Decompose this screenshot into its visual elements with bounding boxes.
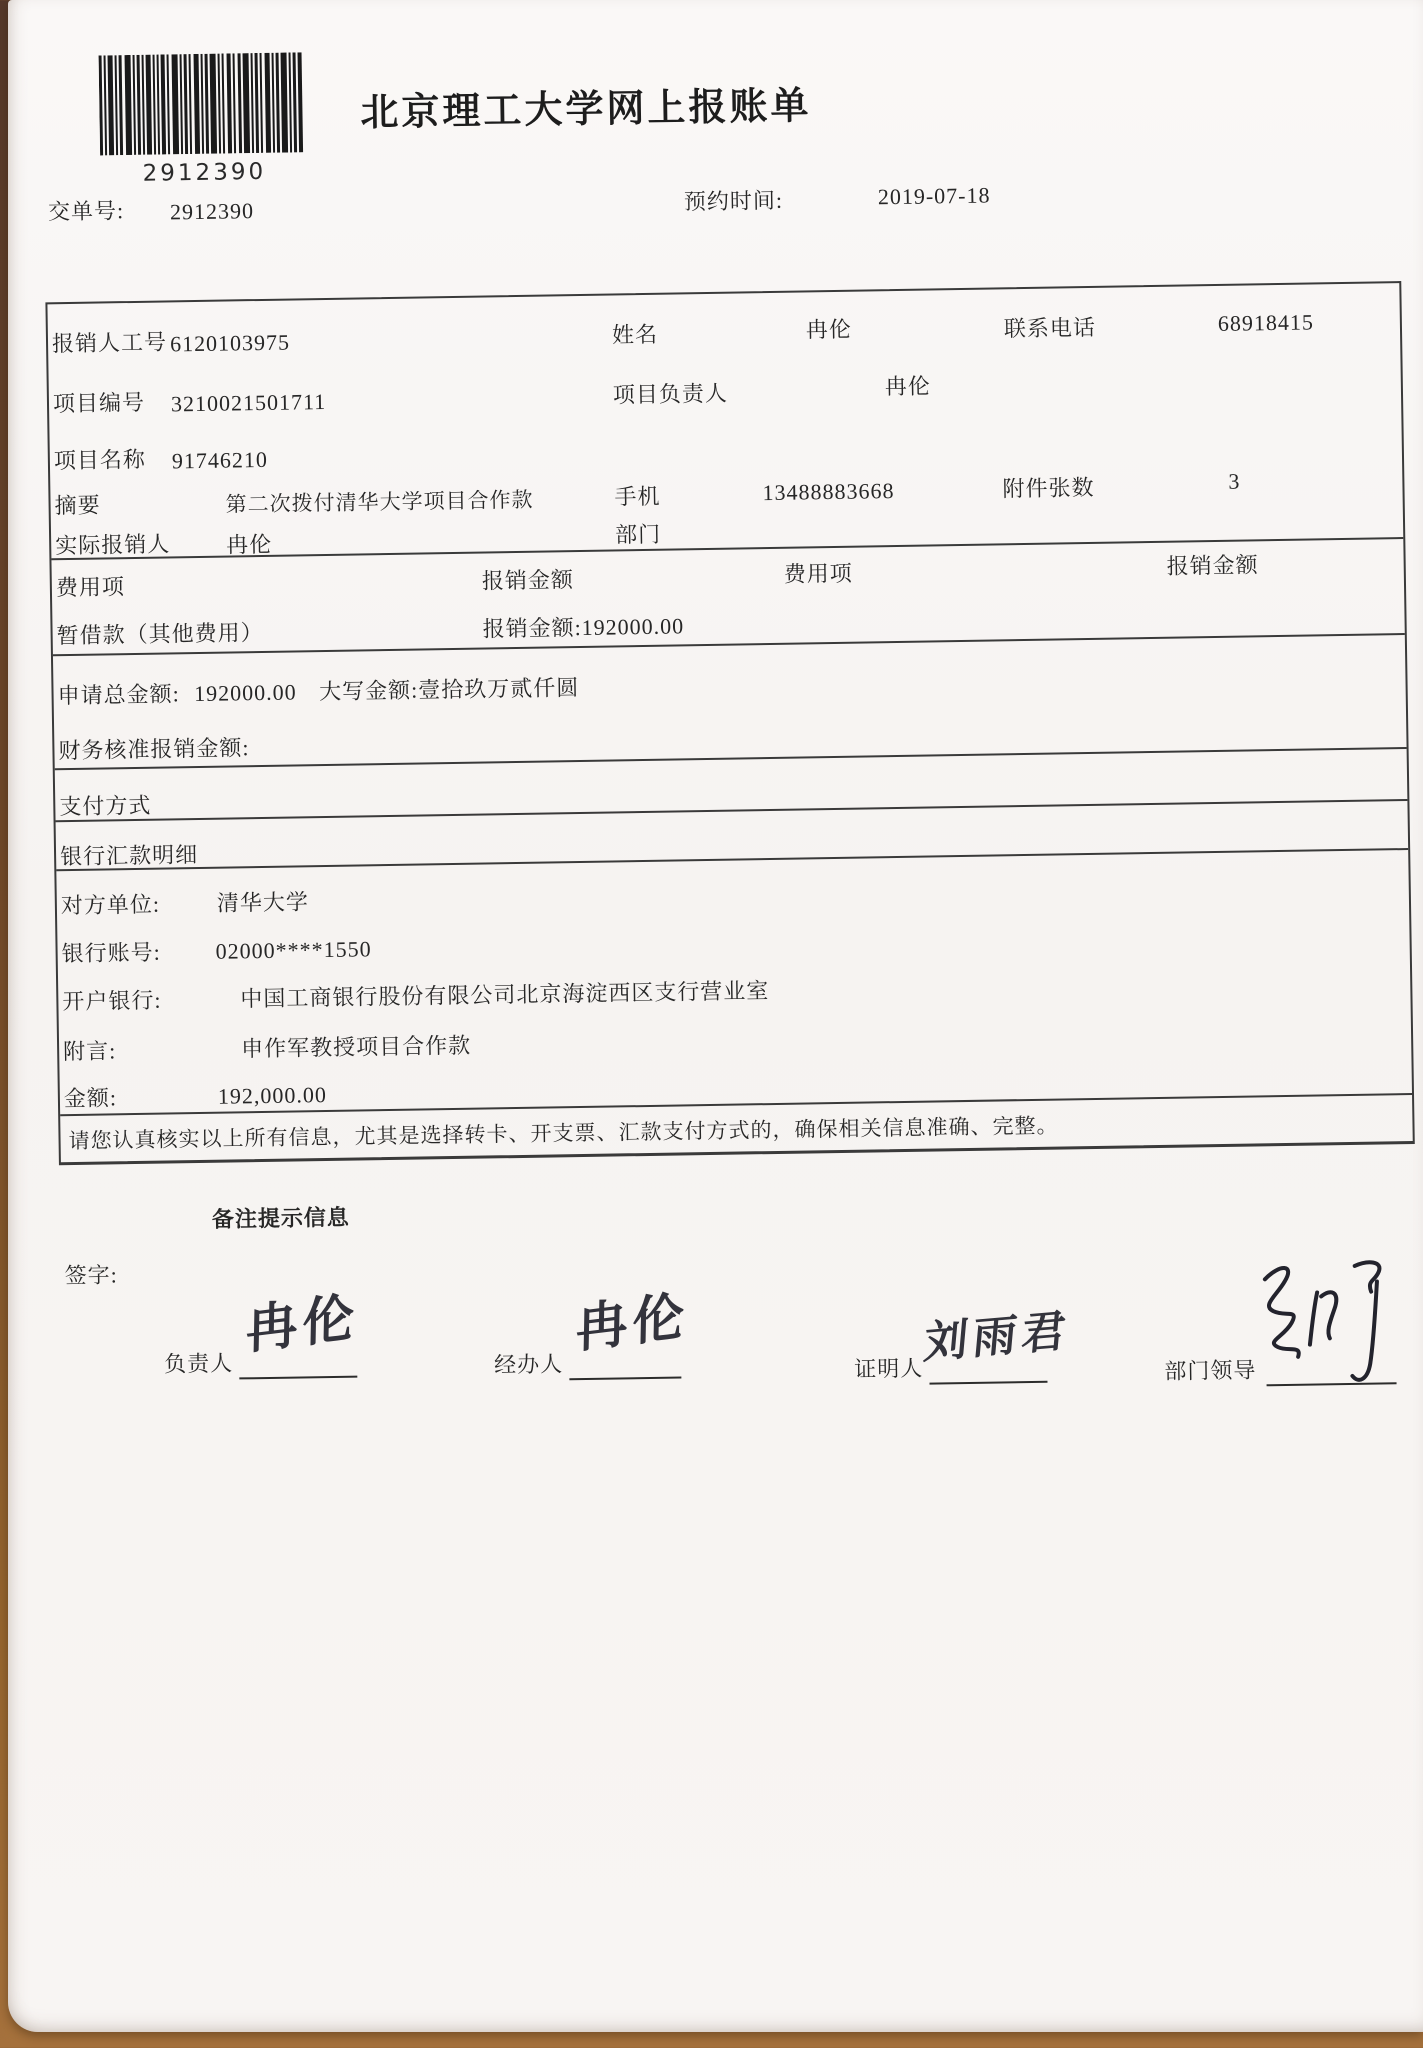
barcode-icon xyxy=(99,52,309,155)
separator-line xyxy=(56,799,1408,822)
form-title: 北京理工大学网上报账单 xyxy=(360,85,812,135)
field-project-name-value: 91746210 xyxy=(171,446,269,474)
caps-amount-label: 大写金额: xyxy=(318,677,419,705)
barcode-number: 2912390 xyxy=(142,158,267,187)
bank-name-label: 开户银行: xyxy=(62,987,162,1015)
total-amount-label: 申请总金额: xyxy=(57,681,180,709)
caps-amount-value: 壹拾玖万贰仟圆 xyxy=(418,675,580,703)
memo-label: 附言: xyxy=(62,1038,117,1065)
total-amount-value: 192000.00 xyxy=(193,679,297,707)
appointment-time-value: 2019-07-18 xyxy=(877,182,991,210)
separator-line xyxy=(55,747,1407,770)
field-project-no-label: 项目编号 xyxy=(52,389,146,417)
field-department-label: 部门 xyxy=(614,521,662,548)
field-name-label: 姓名 xyxy=(611,321,659,348)
field-mobile-label: 手机 xyxy=(614,483,661,510)
field-project-no-value: 3210021501711 xyxy=(170,388,327,417)
appointment-time-label: 预约时间: xyxy=(683,187,784,215)
field-project-leader-label: 项目负责人 xyxy=(612,380,729,408)
payee-value: 清华大学 xyxy=(216,889,310,916)
expense-amount: 报销金额:192000.00 xyxy=(482,613,685,642)
expense-col2-header: 报销金额 xyxy=(481,567,575,594)
field-summary-label: 摘要 xyxy=(54,492,101,519)
expense-item: 暂借款（其他费用） xyxy=(56,619,264,649)
order-no-value: 2912390 xyxy=(169,198,255,225)
verification-notice: 请您认真核实以上所有信息，尤其是选择转卡、开支票、汇款支付方式的，确保相关信息准确、完整。 xyxy=(68,1113,1059,1154)
field-summary-value: 第二次拨付清华大学项目合作款 xyxy=(225,487,534,517)
signer-role-leader: 负责人 xyxy=(163,1350,234,1377)
expense-col1-header: 费用项 xyxy=(55,574,126,601)
form-content xyxy=(3,0,1423,2033)
field-employee-id-value: 6120103975 xyxy=(169,329,291,357)
payee-label: 对方单位: xyxy=(60,891,161,919)
bank-amount-value: 192,000.00 xyxy=(217,1082,328,1109)
bank-account-label: 银行账号: xyxy=(61,939,161,967)
field-claimant-label: 实际报销人 xyxy=(55,531,171,559)
field-mobile-value: 13488883668 xyxy=(762,478,895,506)
field-project-name-label: 项目名称 xyxy=(53,446,147,474)
field-name-value: 冉伦 xyxy=(805,316,853,343)
memo-value: 申作军教授项目合作款 xyxy=(240,1032,472,1062)
signature-line xyxy=(929,1381,1047,1385)
field-attachments-label: 附件张数 xyxy=(1002,474,1095,502)
signature-jingbanren: 冉伦 xyxy=(575,1285,690,1361)
signer-role-handler: 经办人 xyxy=(493,1351,564,1378)
department-leader-signature xyxy=(1250,1251,1412,1393)
signature-fuzeren: 冉伦 xyxy=(245,1286,360,1362)
remark-title: 备注提示信息 xyxy=(211,1204,351,1232)
payment-method-label: 支付方式 xyxy=(59,792,152,820)
order-no-label: 交单号: xyxy=(47,198,125,225)
bank-account-value: 02000****1550 xyxy=(215,936,372,964)
signature-section-label: 签字: xyxy=(64,1262,119,1289)
field-employee-id-label: 报销人工号 xyxy=(51,329,168,357)
signature-zhengmingren: 刘雨君 xyxy=(921,1304,1073,1370)
signer-role-witness: 证明人 xyxy=(854,1355,924,1382)
field-attachments-value: 3 xyxy=(1228,468,1241,494)
field-phone-label: 联系电话 xyxy=(1003,314,1097,342)
bank-transfer-detail-label: 银行汇款明细 xyxy=(59,842,199,870)
expense-col4-header: 报销金额 xyxy=(1166,552,1259,579)
finance-approved-label: 财务核准报销金额: xyxy=(58,735,250,764)
separator-line xyxy=(56,848,1408,871)
field-claimant-value: 冉伦 xyxy=(226,531,273,558)
bank-amount-label: 金额: xyxy=(63,1085,118,1112)
expense-col3-header: 费用项 xyxy=(783,560,853,587)
field-phone-value: 68918415 xyxy=(1217,309,1315,336)
signature-line xyxy=(239,1376,357,1380)
signature-line xyxy=(569,1376,681,1380)
paper-sheet xyxy=(8,0,1423,2032)
bank-name-value: 中国工商银行股份有限公司北京海淀西区支行营业室 xyxy=(240,978,770,1012)
signer-role-department-leader: 部门领导 xyxy=(1164,1357,1257,1384)
barcode-block xyxy=(99,52,309,186)
field-project-leader-value: 冉伦 xyxy=(884,373,932,400)
